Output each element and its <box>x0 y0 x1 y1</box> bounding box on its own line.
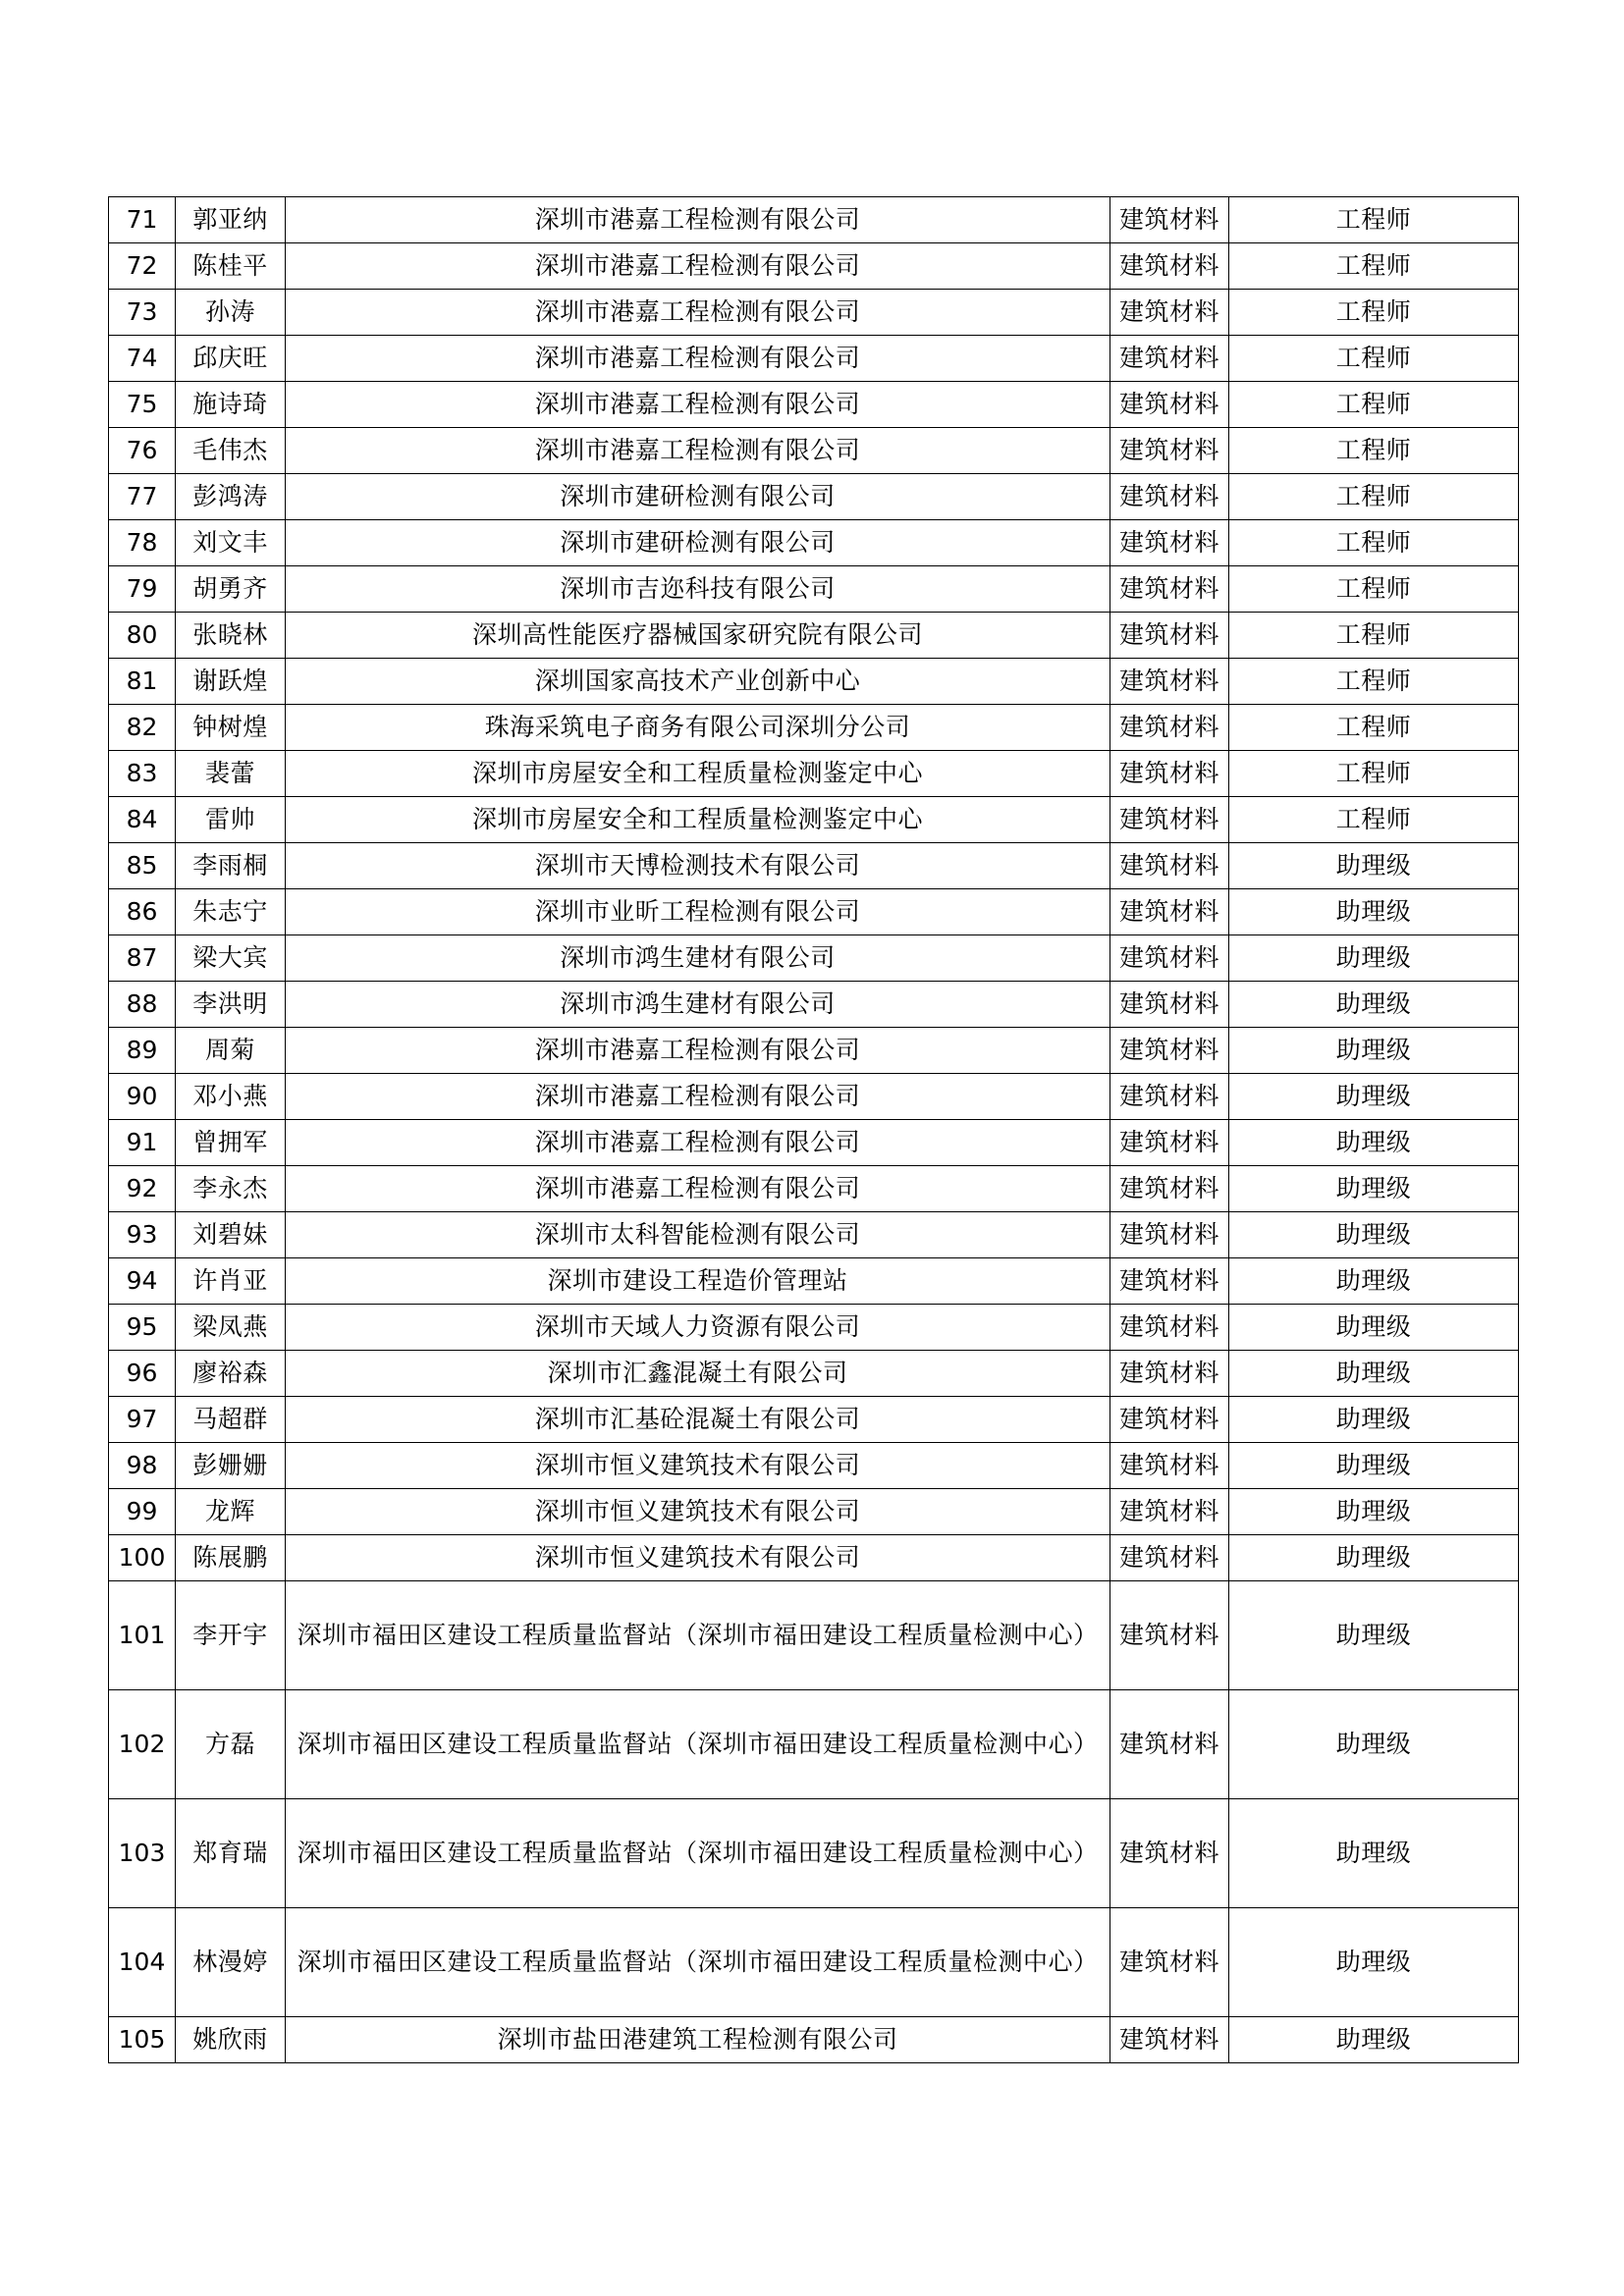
cell-sequence-number: 94 <box>109 1258 176 1305</box>
cell-person-name: 李雨桐 <box>176 843 286 889</box>
cell-major: 建筑材料 <box>1110 1443 1229 1489</box>
table-row <box>109 243 1519 290</box>
table-row <box>109 935 1519 982</box>
cell-organization: 深圳市建研检测有限公司 <box>286 474 1110 520</box>
table-row <box>109 1397 1519 1443</box>
cell-organization: 深圳市福田区建设工程质量监督站（深圳市福田建设工程质量检测中心） <box>286 1799 1110 1908</box>
cell-sequence-number: 85 <box>109 843 176 889</box>
cell-major: 建筑材料 <box>1110 1489 1229 1535</box>
table-row <box>109 1305 1519 1351</box>
cell-sequence-number: 92 <box>109 1166 176 1212</box>
cell-sequence-number: 88 <box>109 982 176 1028</box>
cell-person-name: 梁大宾 <box>176 935 286 982</box>
table-row <box>109 336 1519 382</box>
cell-organization: 深圳市港嘉工程检测有限公司 <box>286 1166 1110 1212</box>
cell-organization: 深圳市港嘉工程检测有限公司 <box>286 336 1110 382</box>
cell-title-level: 助理级 <box>1229 1535 1519 1581</box>
cell-title-level: 助理级 <box>1229 1397 1519 1443</box>
cell-major: 建筑材料 <box>1110 935 1229 982</box>
roster-table-body <box>109 197 1519 2063</box>
table-row <box>109 1074 1519 1120</box>
cell-person-name: 廖裕森 <box>176 1351 286 1397</box>
table-row <box>109 1212 1519 1258</box>
cell-person-name: 龙辉 <box>176 1489 286 1535</box>
cell-major: 建筑材料 <box>1110 1799 1229 1908</box>
table-row <box>109 889 1519 935</box>
cell-person-name: 梁凤燕 <box>176 1305 286 1351</box>
cell-major: 建筑材料 <box>1110 1397 1229 1443</box>
roster-table <box>108 196 1519 2063</box>
roster-table-container <box>108 196 1518 2063</box>
cell-person-name: 方磊 <box>176 1690 286 1799</box>
cell-sequence-number: 102 <box>109 1690 176 1799</box>
table-row <box>109 2017 1519 2063</box>
cell-organization: 深圳市港嘉工程检测有限公司 <box>286 382 1110 428</box>
cell-sequence-number: 104 <box>109 1908 176 2017</box>
cell-person-name: 邱庆旺 <box>176 336 286 382</box>
cell-title-level: 助理级 <box>1229 982 1519 1028</box>
table-row <box>109 566 1519 613</box>
table-row <box>109 705 1519 751</box>
cell-person-name: 陈桂平 <box>176 243 286 290</box>
cell-person-name: 周菊 <box>176 1028 286 1074</box>
cell-sequence-number: 81 <box>109 659 176 705</box>
cell-major: 建筑材料 <box>1110 1120 1229 1166</box>
table-row <box>109 197 1519 243</box>
cell-major: 建筑材料 <box>1110 243 1229 290</box>
cell-sequence-number: 76 <box>109 428 176 474</box>
cell-sequence-number: 82 <box>109 705 176 751</box>
table-row <box>109 290 1519 336</box>
cell-sequence-number: 78 <box>109 520 176 566</box>
cell-sequence-number: 90 <box>109 1074 176 1120</box>
cell-organization: 深圳市房屋安全和工程质量检测鉴定中心 <box>286 751 1110 797</box>
cell-major: 建筑材料 <box>1110 1690 1229 1799</box>
cell-title-level: 助理级 <box>1229 1120 1519 1166</box>
table-row <box>109 474 1519 520</box>
cell-major: 建筑材料 <box>1110 290 1229 336</box>
table-row <box>109 1535 1519 1581</box>
cell-organization: 深圳市港嘉工程检测有限公司 <box>286 1120 1110 1166</box>
cell-organization: 深圳市建设工程造价管理站 <box>286 1258 1110 1305</box>
table-row <box>109 1120 1519 1166</box>
table-row <box>109 1690 1519 1799</box>
table-row <box>109 428 1519 474</box>
cell-major: 建筑材料 <box>1110 1535 1229 1581</box>
table-row <box>109 1028 1519 1074</box>
cell-person-name: 郭亚纳 <box>176 197 286 243</box>
cell-title-level: 助理级 <box>1229 1581 1519 1690</box>
cell-major: 建筑材料 <box>1110 889 1229 935</box>
cell-organization: 深圳市业昕工程检测有限公司 <box>286 889 1110 935</box>
cell-major: 建筑材料 <box>1110 1212 1229 1258</box>
cell-title-level: 工程师 <box>1229 382 1519 428</box>
cell-major: 建筑材料 <box>1110 659 1229 705</box>
cell-major: 建筑材料 <box>1110 1908 1229 2017</box>
cell-person-name: 刘碧妹 <box>176 1212 286 1258</box>
cell-organization: 深圳高性能医疗器械国家研究院有限公司 <box>286 613 1110 659</box>
cell-organization: 深圳市港嘉工程检测有限公司 <box>286 243 1110 290</box>
cell-title-level: 工程师 <box>1229 428 1519 474</box>
table-row <box>109 1908 1519 2017</box>
table-row <box>109 843 1519 889</box>
cell-organization: 深圳市福田区建设工程质量监督站（深圳市福田建设工程质量检测中心） <box>286 1690 1110 1799</box>
cell-major: 建筑材料 <box>1110 1028 1229 1074</box>
cell-major: 建筑材料 <box>1110 566 1229 613</box>
cell-major: 建筑材料 <box>1110 197 1229 243</box>
cell-title-level: 工程师 <box>1229 613 1519 659</box>
cell-person-name: 孙涛 <box>176 290 286 336</box>
cell-sequence-number: 96 <box>109 1351 176 1397</box>
cell-sequence-number: 99 <box>109 1489 176 1535</box>
cell-sequence-number: 93 <box>109 1212 176 1258</box>
cell-person-name: 雷帅 <box>176 797 286 843</box>
cell-title-level: 工程师 <box>1229 566 1519 613</box>
table-row <box>109 797 1519 843</box>
cell-title-level: 助理级 <box>1229 1443 1519 1489</box>
cell-title-level: 助理级 <box>1229 1166 1519 1212</box>
cell-organization: 深圳市恒义建筑技术有限公司 <box>286 1535 1110 1581</box>
cell-major: 建筑材料 <box>1110 2017 1229 2063</box>
cell-sequence-number: 83 <box>109 751 176 797</box>
cell-sequence-number: 97 <box>109 1397 176 1443</box>
table-row <box>109 382 1519 428</box>
cell-title-level: 助理级 <box>1229 889 1519 935</box>
cell-title-level: 工程师 <box>1229 474 1519 520</box>
cell-sequence-number: 95 <box>109 1305 176 1351</box>
table-row <box>109 1166 1519 1212</box>
table-row <box>109 1489 1519 1535</box>
table-row <box>109 1799 1519 1908</box>
cell-title-level: 工程师 <box>1229 336 1519 382</box>
cell-major: 建筑材料 <box>1110 520 1229 566</box>
cell-organization: 深圳市福田区建设工程质量监督站（深圳市福田建设工程质量检测中心） <box>286 1908 1110 2017</box>
cell-organization: 深圳市港嘉工程检测有限公司 <box>286 1074 1110 1120</box>
cell-organization: 深圳市建研检测有限公司 <box>286 520 1110 566</box>
cell-organization: 深圳市汇鑫混凝土有限公司 <box>286 1351 1110 1397</box>
table-row <box>109 1351 1519 1397</box>
cell-major: 建筑材料 <box>1110 1305 1229 1351</box>
cell-major: 建筑材料 <box>1110 382 1229 428</box>
cell-title-level: 助理级 <box>1229 1799 1519 1908</box>
cell-person-name: 钟树煌 <box>176 705 286 751</box>
table-row <box>109 520 1519 566</box>
cell-sequence-number: 75 <box>109 382 176 428</box>
cell-sequence-number: 79 <box>109 566 176 613</box>
cell-sequence-number: 72 <box>109 243 176 290</box>
cell-organization: 深圳市恒义建筑技术有限公司 <box>286 1489 1110 1535</box>
cell-title-level: 助理级 <box>1229 1028 1519 1074</box>
cell-major: 建筑材料 <box>1110 1258 1229 1305</box>
cell-person-name: 姚欣雨 <box>176 2017 286 2063</box>
cell-organization: 深圳市房屋安全和工程质量检测鉴定中心 <box>286 797 1110 843</box>
cell-organization: 深圳市恒义建筑技术有限公司 <box>286 1443 1110 1489</box>
cell-person-name: 谢跃煌 <box>176 659 286 705</box>
cell-title-level: 助理级 <box>1229 843 1519 889</box>
cell-title-level: 工程师 <box>1229 751 1519 797</box>
cell-sequence-number: 74 <box>109 336 176 382</box>
cell-major: 建筑材料 <box>1110 982 1229 1028</box>
cell-person-name: 胡勇齐 <box>176 566 286 613</box>
table-row <box>109 751 1519 797</box>
cell-organization: 深圳市港嘉工程检测有限公司 <box>286 290 1110 336</box>
cell-organization: 深圳市港嘉工程检测有限公司 <box>286 197 1110 243</box>
cell-sequence-number: 73 <box>109 290 176 336</box>
cell-person-name: 陈展鹏 <box>176 1535 286 1581</box>
cell-sequence-number: 71 <box>109 197 176 243</box>
cell-title-level: 助理级 <box>1229 1351 1519 1397</box>
cell-major: 建筑材料 <box>1110 336 1229 382</box>
cell-person-name: 林漫婷 <box>176 1908 286 2017</box>
cell-title-level: 助理级 <box>1229 935 1519 982</box>
cell-person-name: 施诗琦 <box>176 382 286 428</box>
cell-major: 建筑材料 <box>1110 613 1229 659</box>
cell-title-level: 工程师 <box>1229 705 1519 751</box>
cell-organization: 深圳市鸿生建材有限公司 <box>286 935 1110 982</box>
cell-major: 建筑材料 <box>1110 1074 1229 1120</box>
cell-organization: 深圳市吉迩科技有限公司 <box>286 566 1110 613</box>
cell-sequence-number: 101 <box>109 1581 176 1690</box>
cell-major: 建筑材料 <box>1110 797 1229 843</box>
cell-person-name: 李永杰 <box>176 1166 286 1212</box>
cell-major: 建筑材料 <box>1110 1581 1229 1690</box>
cell-organization: 深圳市太科智能检测有限公司 <box>286 1212 1110 1258</box>
cell-person-name: 刘文丰 <box>176 520 286 566</box>
cell-person-name: 朱志宁 <box>176 889 286 935</box>
cell-sequence-number: 100 <box>109 1535 176 1581</box>
cell-organization: 深圳国家高技术产业创新中心 <box>286 659 1110 705</box>
cell-organization: 深圳市港嘉工程检测有限公司 <box>286 1028 1110 1074</box>
cell-sequence-number: 86 <box>109 889 176 935</box>
cell-sequence-number: 80 <box>109 613 176 659</box>
cell-person-name: 彭鸿涛 <box>176 474 286 520</box>
cell-title-level: 助理级 <box>1229 1908 1519 2017</box>
cell-title-level: 助理级 <box>1229 1305 1519 1351</box>
cell-organization: 深圳市天博检测技术有限公司 <box>286 843 1110 889</box>
cell-title-level: 工程师 <box>1229 290 1519 336</box>
table-row <box>109 1443 1519 1489</box>
cell-person-name: 郑育瑞 <box>176 1799 286 1908</box>
cell-sequence-number: 103 <box>109 1799 176 1908</box>
table-row <box>109 659 1519 705</box>
cell-title-level: 工程师 <box>1229 520 1519 566</box>
cell-title-level: 工程师 <box>1229 659 1519 705</box>
cell-person-name: 马超群 <box>176 1397 286 1443</box>
cell-title-level: 助理级 <box>1229 1212 1519 1258</box>
cell-sequence-number: 87 <box>109 935 176 982</box>
cell-person-name: 裴蕾 <box>176 751 286 797</box>
cell-major: 建筑材料 <box>1110 1166 1229 1212</box>
table-row <box>109 1258 1519 1305</box>
cell-person-name: 张晓林 <box>176 613 286 659</box>
cell-organization: 深圳市鸿生建材有限公司 <box>286 982 1110 1028</box>
cell-sequence-number: 84 <box>109 797 176 843</box>
table-row <box>109 982 1519 1028</box>
cell-title-level: 工程师 <box>1229 797 1519 843</box>
table-row <box>109 1581 1519 1690</box>
cell-sequence-number: 105 <box>109 2017 176 2063</box>
cell-title-level: 助理级 <box>1229 1074 1519 1120</box>
cell-title-level: 助理级 <box>1229 1258 1519 1305</box>
cell-major: 建筑材料 <box>1110 843 1229 889</box>
cell-organization: 深圳市天域人力资源有限公司 <box>286 1305 1110 1351</box>
cell-title-level: 助理级 <box>1229 1690 1519 1799</box>
table-row <box>109 613 1519 659</box>
cell-person-name: 曾拥军 <box>176 1120 286 1166</box>
cell-organization: 深圳市福田区建设工程质量监督站（深圳市福田建设工程质量检测中心） <box>286 1581 1110 1690</box>
cell-sequence-number: 98 <box>109 1443 176 1489</box>
cell-person-name: 邓小燕 <box>176 1074 286 1120</box>
cell-major: 建筑材料 <box>1110 705 1229 751</box>
cell-major: 建筑材料 <box>1110 428 1229 474</box>
cell-title-level: 助理级 <box>1229 1489 1519 1535</box>
cell-person-name: 许肖亚 <box>176 1258 286 1305</box>
cell-major: 建筑材料 <box>1110 1351 1229 1397</box>
cell-organization: 深圳市港嘉工程检测有限公司 <box>286 428 1110 474</box>
cell-person-name: 李开宇 <box>176 1581 286 1690</box>
cell-person-name: 李洪明 <box>176 982 286 1028</box>
cell-title-level: 助理级 <box>1229 2017 1519 2063</box>
cell-organization: 珠海采筑电子商务有限公司深圳分公司 <box>286 705 1110 751</box>
cell-sequence-number: 89 <box>109 1028 176 1074</box>
cell-organization: 深圳市汇基砼混凝土有限公司 <box>286 1397 1110 1443</box>
cell-major: 建筑材料 <box>1110 751 1229 797</box>
cell-sequence-number: 77 <box>109 474 176 520</box>
cell-organization: 深圳市盐田港建筑工程检测有限公司 <box>286 2017 1110 2063</box>
cell-title-level: 工程师 <box>1229 197 1519 243</box>
cell-title-level: 工程师 <box>1229 243 1519 290</box>
cell-major: 建筑材料 <box>1110 474 1229 520</box>
cell-person-name: 毛伟杰 <box>176 428 286 474</box>
cell-person-name: 彭姗姗 <box>176 1443 286 1489</box>
cell-sequence-number: 91 <box>109 1120 176 1166</box>
